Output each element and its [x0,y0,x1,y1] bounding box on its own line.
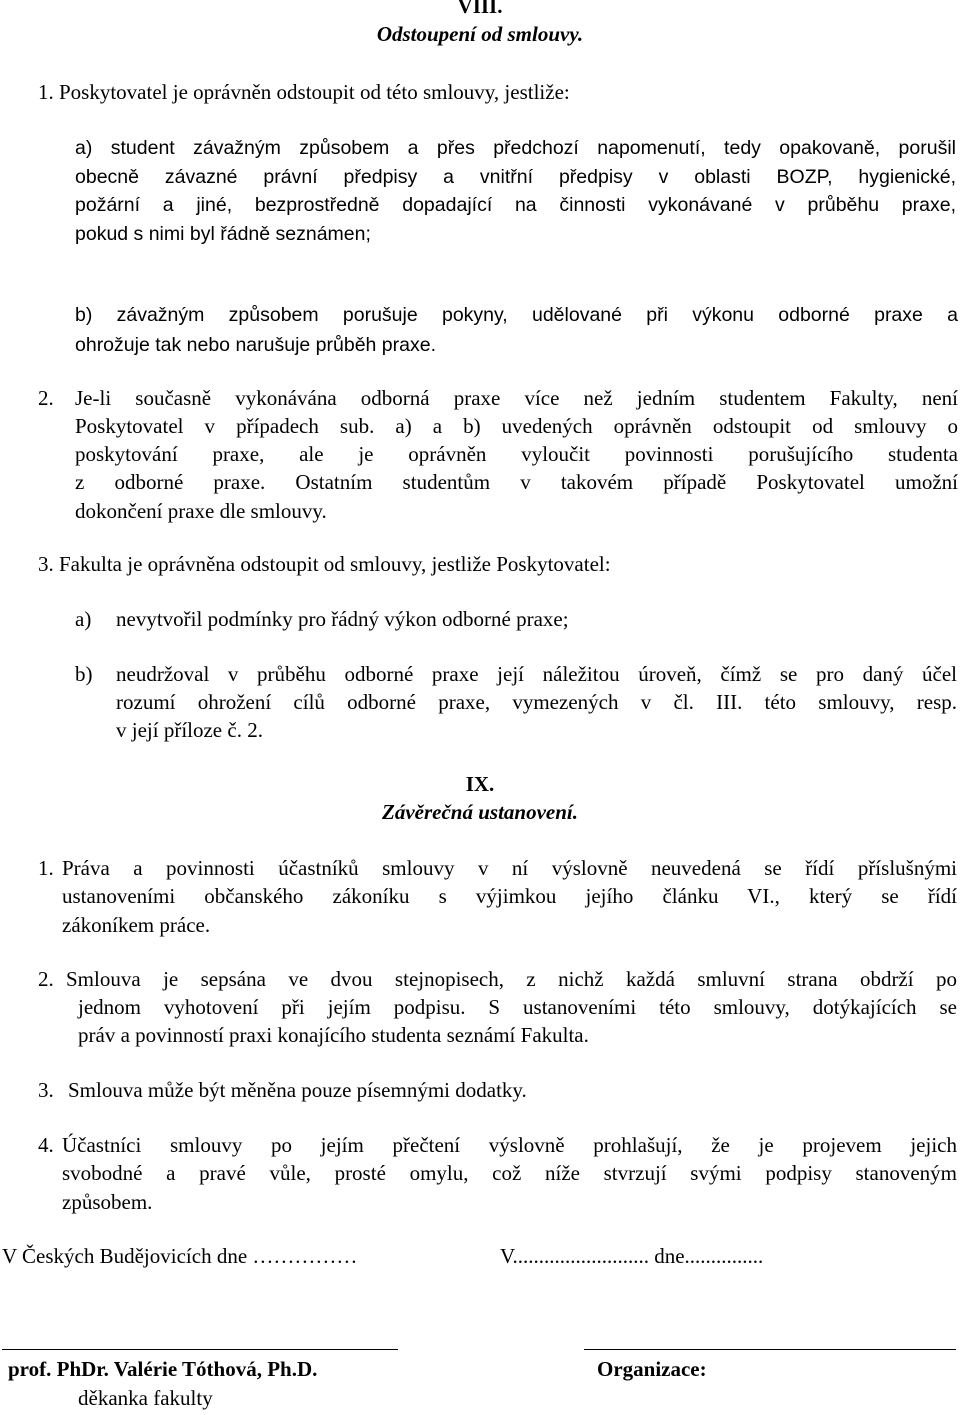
signing-place-right: V.......................... dne............... [500,1244,764,1268]
s8-p1-a-line: a) student závažným způsobem a přes předchozí napomenutí, tedy opakovaně, porušil [75,137,956,159]
s9-p4-line: svobodné a pravé vůle, prosté omylu, což níže stvrzují svými podpisy stanoveným [62,1161,957,1185]
s8-p3-b-marker: b) [75,662,93,686]
section-9-number: IX. [465,772,495,796]
s8-p3-b-line: neudržoval v průběhu odborné praxe její náležitou úroveň, čímž se pro daný účel [116,662,957,686]
s8-p3-b-line: rozumí ohrožení cílů odborné praxe, vymezených v čl. III. této smlouvy, resp. [116,690,957,714]
s9-p2-line: práv a povinností praxi konajícího studenta seznámí Fakulta. [78,1023,589,1047]
signatory-left-role: děkanka fakulty [78,1386,213,1410]
s8-p1-a-line: pokud s nimi byl řádně seznámen; [75,223,371,245]
s9-p1-number: 1. [38,856,54,880]
s9-p3-line: Smlouva může být měněna pouze písemnými dodatky. [68,1078,527,1102]
s9-p2-number: 2. [38,967,54,991]
signature-line-left [2,1349,398,1350]
s9-p1-line: zákoníkem práce. [62,913,211,937]
s9-p2-line: jednom vyhotovení při jejím podpisu. S ustanoveními této smlouvy, dotýkajících se [78,995,957,1019]
s8-p2-line: poskytování praxe, ale je oprávněn vyloučit povinnosti porušujícího studenta [75,442,958,466]
s8-p2-line: z odborné praxe. Ostatním studentům v takovém případě Poskytovatel umožní [75,470,958,494]
s8-p1-intro: 1. Poskytovatel je oprávněn odstoupit od této smlouvy, jestliže: [38,80,570,104]
s8-p3-a-marker: a) [75,607,92,631]
s8-p1-b-line: b) závažným způsobem porušuje pokyny, udělované při výkonu odborné praxe a [75,304,958,326]
s8-p3-intro: 3. Fakulta je oprávněna odstoupit od smlouvy, jestliže Poskytovatel: [38,552,611,576]
s9-p2-line: Smlouva je sepsána ve dvou stejnopisech, z nichž každá smluvní strana obdrží po [66,967,957,991]
s8-p2-line: Je-li současně vykonávána odborná praxe více než jedním studentem Fakulty, není [75,386,958,410]
s9-p4-line: Účastníci smlouvy po jejím přečtení výslovně prohlašují, že je projevem jejich [62,1133,957,1157]
s8-p2-number: 2. [38,386,54,410]
s9-p4-line: způsobem. [62,1190,153,1214]
section-8-title: Odstoupení od smlouvy. [376,22,584,46]
s9-p1-line: Práva a povinnosti účastníků smlouvy v ní výslovně neuvedená se řídí příslušnými [62,856,957,880]
s8-p1-b-line: ohrožuje tak nebo narušuje průběh praxe. [75,334,436,356]
signatory-left-name: prof. PhDr. Valérie Tóthová, Ph.D. [8,1357,318,1381]
s8-p3-b-line: v její příloze č. 2. [116,718,263,742]
signing-place-left: V Českých Budějovicích dne …………… [2,1244,358,1268]
s9-p4-number: 4. [38,1133,54,1157]
s8-p3-a-line: nevytvořil podmínky pro řádný výkon odborné praxe; [116,607,569,631]
s9-p1-line: ustanoveními občanského zákoníku s výjimkou jejího článku VI., který se řídí [62,884,957,908]
s8-p2-line: dokončení praxe dle smlouvy. [75,499,327,523]
s8-p1-a-line: požární a jiné, bezprostředně dopadající na činnosti vykonávané v průběhu praxe, [75,194,956,216]
s8-p2-line: Poskytovatel v případech sub. a) a b) uvedených oprávněn odstoupit od smlouvy o [75,414,958,438]
s9-p3-number: 3. [38,1078,54,1102]
s8-p1-a-line: obecně závazné právní předpisy a vnitřní předpisy v oblasti BOZP, hygienické, [75,166,956,188]
signatory-right-name: Organizace: [597,1357,707,1381]
signature-line-right [584,1349,956,1350]
section-9-title: Závěrečná ustanovení. [382,800,578,824]
section-8-number: VIII. [457,0,503,18]
